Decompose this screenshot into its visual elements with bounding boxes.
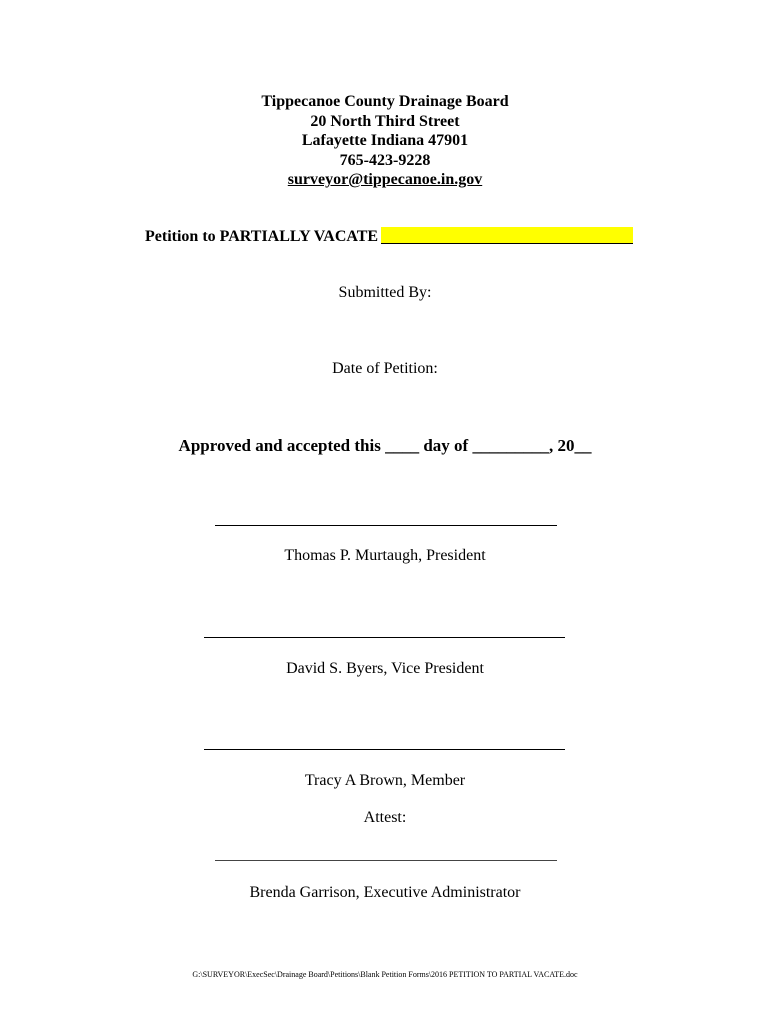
administrator-name: Brenda Garrison, Executive Administrator bbox=[249, 884, 521, 901]
president-name: Thomas P. Murtaugh, President bbox=[284, 547, 486, 564]
organization-name: Tippecanoe County Drainage Board bbox=[261, 93, 509, 110]
submitted-by-label: Submitted By: bbox=[338, 284, 432, 301]
petition-label: Petition to PARTIALLY VACATE bbox=[145, 228, 379, 245]
document-header bbox=[0, 92, 770, 190]
petition-blank-field[interactable] bbox=[381, 227, 633, 244]
file-path-footer: G:\SURVEYOR\ExecSec\Drainage Board\Petitions\Blank Petition Forms\2016 PETITION TO PARTIAL VACATE.doc bbox=[192, 970, 578, 979]
signature-line-member bbox=[204, 749, 565, 750]
signature-line-vice-president bbox=[204, 637, 565, 638]
city-state-zip: Lafayette Indiana 47901 bbox=[301, 132, 469, 149]
street-address: 20 North Third Street bbox=[310, 112, 460, 130]
signature-line-administrator bbox=[215, 860, 557, 861]
phone-number: 765-423-9228 bbox=[339, 151, 431, 169]
signature-line-president bbox=[215, 525, 557, 526]
member-name: Tracy A Brown, Member bbox=[304, 772, 466, 789]
vice-president-name: David S. Byers, Vice President bbox=[286, 660, 484, 677]
petition-line bbox=[145, 227, 633, 246]
attest-label: Attest: bbox=[363, 809, 407, 826]
date-of-petition-label: Date of Petition: bbox=[332, 360, 438, 377]
email-link[interactable]: surveyor@tippecanoe.in.gov bbox=[287, 171, 483, 188]
approval-statement: Approved and accepted this ____ day of _________, 20__ bbox=[178, 436, 592, 455]
